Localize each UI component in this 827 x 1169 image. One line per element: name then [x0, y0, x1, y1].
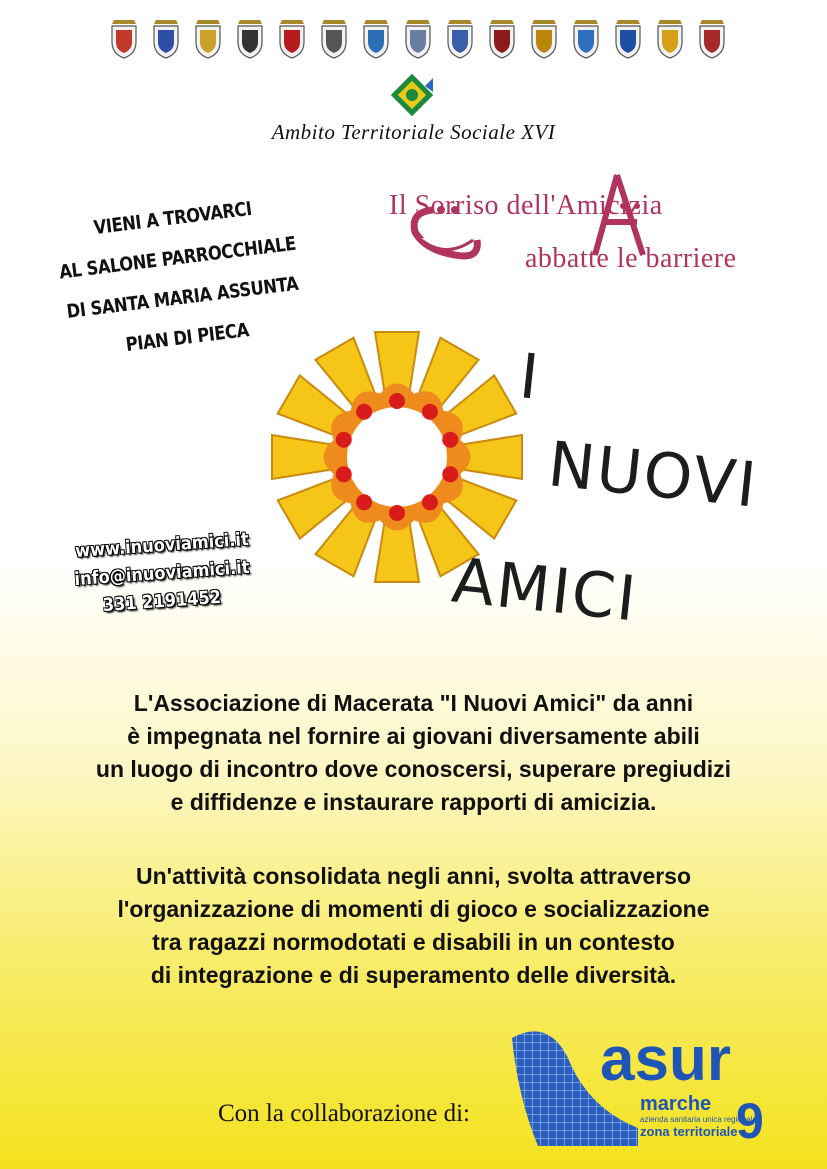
- sorriso-logo: [385, 160, 785, 280]
- website-link[interactable]: www.inuoviamici.it: [74, 528, 250, 563]
- ambito-logo-icon: [389, 72, 435, 118]
- sun-ray: [449, 435, 522, 479]
- asur-zone: zona territoriale: [640, 1124, 738, 1139]
- municipal-crests-row: [108, 18, 728, 66]
- sun-dot: [356, 404, 372, 420]
- paragraph1-line: un luogo di incontro dove conoscersi, superare pregiudizi: [95, 756, 732, 782]
- visit-line-2: AL SALONE PARROCCHIALE: [58, 232, 298, 284]
- sun-ray: [272, 435, 345, 479]
- crest-icon: [654, 18, 686, 60]
- paragraph-association: [0, 687, 827, 819]
- crest-icon: [570, 18, 602, 60]
- sorriso-line2: abbatte le barriere: [525, 243, 737, 274]
- collaboration-label: Con la collaborazione di:: [218, 1100, 471, 1127]
- crest-icon: [108, 18, 140, 60]
- visit-line-1: VIENI A TROVARCI: [92, 197, 253, 240]
- phone-number: 331 2191452: [102, 586, 222, 617]
- sun-dot: [389, 393, 405, 409]
- contacts-block: [52, 528, 272, 617]
- sun-dot: [336, 466, 352, 482]
- asur-name: asur: [600, 1025, 731, 1094]
- crest-icon: [192, 18, 224, 60]
- logo-word-i: I: [516, 339, 543, 414]
- sun-dot: [389, 505, 405, 521]
- paragraph2-line: di integrazione e di superamento delle diversità.: [150, 962, 677, 988]
- asur-number: 9: [736, 1093, 764, 1146]
- logo-word-nuovi: NUOVI: [544, 427, 762, 522]
- crest-icon: [318, 18, 350, 60]
- crest-icon: [360, 18, 392, 60]
- crest-icon: [528, 18, 560, 60]
- paragraph1-line: è impegnata nel fornire ai giovani diversamente abili: [127, 723, 700, 749]
- crest-icon: [402, 18, 434, 60]
- sun-dot: [336, 432, 352, 448]
- ambito-title: Ambito Territoriale Sociale XVI: [271, 120, 556, 144]
- sun-dot: [422, 494, 438, 510]
- paragraph2-line: l'organizzazione di momenti di gioco e socializzazione: [117, 896, 710, 922]
- crest-icon: [696, 18, 728, 60]
- crest-icon: [612, 18, 644, 60]
- sun-dot: [356, 494, 372, 510]
- crest-icon: [150, 18, 182, 60]
- paragraph2-line: Un'attività consolidata negli anni, svolta attraverso: [135, 863, 692, 889]
- asur-region: marche: [640, 1093, 712, 1115]
- asur-subtitle: azienda sanitaria unica regionale: [640, 1115, 757, 1124]
- paragraph1-line: L'Associazione di Macerata "I Nuovi Amici" da anni: [133, 690, 694, 716]
- sun-dot: [442, 432, 458, 448]
- email-link[interactable]: info@inuoviamici.it: [73, 556, 251, 591]
- sorriso-line1: Il Sorriso dell'Amicizia: [389, 190, 663, 221]
- crest-icon: [234, 18, 266, 60]
- asur-logo-icon: [508, 1018, 788, 1146]
- crest-icon: [486, 18, 518, 60]
- sun-center: [347, 407, 447, 507]
- visit-line-4: PIAN DI PIECA: [124, 319, 251, 357]
- crest-icon: [276, 18, 308, 60]
- logo-word-amici: AMICI: [448, 543, 642, 636]
- paragraph-activity: [0, 860, 827, 992]
- paragraph2-line: tra ragazzi normodotati e disabili in un contesto: [152, 929, 675, 955]
- crest-icon: [444, 18, 476, 60]
- paragraph1-line: e diffidenze e instaurare rapporti di amicizia.: [170, 789, 657, 815]
- visit-line-3: DI SANTA MARIA ASSUNTA: [65, 272, 300, 323]
- sun-dot: [422, 404, 438, 420]
- sun-dot: [442, 466, 458, 482]
